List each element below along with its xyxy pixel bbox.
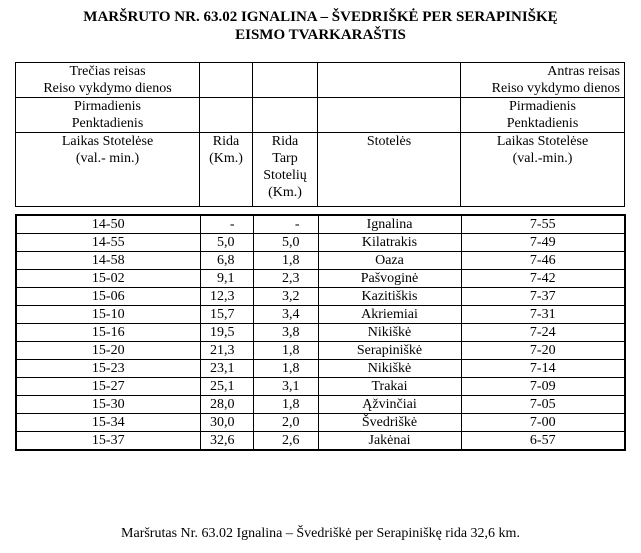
left-days-label: Reiso vykdymo dienos: [43, 81, 172, 96]
left-trip-label: Trečias reisas: [69, 64, 146, 79]
table-row: [16, 378, 625, 396]
cell-time-right: 7-46: [461, 252, 625, 270]
cell-time-right: 7-31: [461, 306, 625, 324]
cell-time-left: 15-30: [16, 396, 200, 414]
right-days-cell: [461, 98, 625, 133]
col-header-rida-line1: Rida: [212, 134, 240, 149]
cell-time-left: 15-37: [16, 432, 200, 451]
cell-time-right: 7-20: [461, 342, 625, 360]
table-row: [16, 396, 625, 414]
cell-rida: 12,3: [200, 288, 253, 306]
table-row: [16, 360, 625, 378]
cell-rida-tarp: 3,2: [253, 288, 318, 306]
cell-stop: Trakai: [318, 378, 461, 396]
table-row: [16, 306, 625, 324]
cell-stop: Nikiškė: [318, 360, 461, 378]
cell-rida: 19,5: [200, 324, 253, 342]
header-row-trips: [16, 63, 625, 98]
cell-rida: 5,0: [200, 234, 253, 252]
cell-rida: 15,7: [200, 306, 253, 324]
empty-cell: [318, 63, 461, 98]
cell-stop: Kilatrakis: [318, 234, 461, 252]
cell-time-left: 15-27: [16, 378, 200, 396]
right-trip-cell: [461, 63, 625, 98]
col-header-time-left-line2: (val.- min.): [75, 151, 140, 166]
cell-time-right: 7-24: [461, 324, 625, 342]
left-trip-cell: [16, 63, 200, 98]
route-summary: Maršrutas Nr. 63.02 Ignalina – Švedriškė per Serapiniškę rida 32,6 km.: [121, 526, 520, 541]
cell-rida: -: [200, 215, 253, 234]
table-row: [16, 432, 625, 451]
table-row: [16, 324, 625, 342]
table-row: [16, 288, 625, 306]
schedule-header-table: [15, 62, 625, 207]
cell-rida: 23,1: [200, 360, 253, 378]
col-header-rida-line2: (Km.): [209, 151, 243, 166]
cell-time-right: 7-00: [461, 414, 625, 432]
table-row: [16, 234, 625, 252]
cell-rida: 6,8: [200, 252, 253, 270]
cell-time-right: 7-42: [461, 270, 625, 288]
cell-stop: Ignalina: [318, 215, 461, 234]
cell-rida-tarp: 2,3: [253, 270, 318, 288]
table-row: [16, 270, 625, 288]
table-row: [16, 215, 625, 234]
cell-time-right: 7-05: [461, 396, 625, 414]
cell-stop: Oaza: [318, 252, 461, 270]
header-row-days: [16, 98, 625, 133]
empty-cell: [253, 98, 318, 133]
cell-time-left: 15-20: [16, 342, 200, 360]
cell-stop: Jakėnai: [318, 432, 461, 451]
cell-time-left: 15-06: [16, 288, 200, 306]
right-days-start: Pirmadienis: [509, 99, 576, 114]
col-header-rida-tarp-line3: Stotelių: [263, 168, 307, 183]
document-subtitle: EISMO TVARKARAŠTIS: [235, 27, 406, 43]
cell-rida-tarp: 1,8: [253, 252, 318, 270]
cell-rida-tarp: 3,4: [253, 306, 318, 324]
cell-rida-tarp: 3,8: [253, 324, 318, 342]
cell-time-right: 7-49: [461, 234, 625, 252]
cell-stop: Serapiniškė: [318, 342, 461, 360]
cell-rida: 30,0: [200, 414, 253, 432]
cell-rida: 25,1: [200, 378, 253, 396]
cell-rida: 9,1: [200, 270, 253, 288]
cell-time-left: 15-34: [16, 414, 200, 432]
cell-time-left: 15-23: [16, 360, 200, 378]
cell-time-left: 15-02: [16, 270, 200, 288]
col-header-rida-tarp-line2: Tarp: [272, 151, 298, 166]
cell-stop: Nikiškė: [318, 324, 461, 342]
cell-time-right: 6-57: [461, 432, 625, 451]
cell-rida: 28,0: [200, 396, 253, 414]
cell-rida: 32,6: [200, 432, 253, 451]
cell-rida-tarp: 1,8: [253, 342, 318, 360]
cell-time-right: 7-37: [461, 288, 625, 306]
left-days-start: Pirmadienis: [74, 99, 141, 114]
right-days-label: Reiso vykdymo dienos: [491, 81, 620, 96]
col-header-time-left: [16, 133, 200, 207]
right-days-end: Penktadienis: [506, 116, 579, 131]
cell-stop: Akriemiai: [318, 306, 461, 324]
cell-rida-tarp: 2,6: [253, 432, 318, 451]
col-header-time-right-line2: (val.-min.): [512, 151, 573, 166]
table-row: [16, 342, 625, 360]
header-row-columns: [16, 133, 625, 207]
cell-stop: Ąžvinčiai: [318, 396, 461, 414]
cell-rida-tarp: 3,1: [253, 378, 318, 396]
empty-cell: [200, 63, 253, 98]
cell-time-left: 15-10: [16, 306, 200, 324]
schedule-body-table: [15, 214, 626, 451]
col-header-rida: [200, 133, 253, 207]
col-header-stops: [318, 133, 461, 207]
cell-rida: 21,3: [200, 342, 253, 360]
col-header-rida-tarp-line1: Rida: [271, 134, 299, 149]
empty-cell: [318, 98, 461, 133]
cell-stop: Pašvoginė: [318, 270, 461, 288]
cell-time-right: 7-09: [461, 378, 625, 396]
cell-time-left: 14-50: [16, 215, 200, 234]
empty-cell: [253, 63, 318, 98]
cell-time-right: 7-14: [461, 360, 625, 378]
empty-cell: [200, 98, 253, 133]
col-header-stops-label: Stotelės: [366, 134, 412, 149]
cell-rida-tarp: -: [253, 215, 318, 234]
cell-time-left: 14-55: [16, 234, 200, 252]
cell-time-left: 14-58: [16, 252, 200, 270]
cell-time-left: 15-16: [16, 324, 200, 342]
left-days-cell: [16, 98, 200, 133]
document-title: MARŠRUTO NR. 63.02 IGNALINA – ŠVEDRIŠKĖ PER SERAPINIŠKĘ: [83, 9, 558, 25]
cell-rida-tarp: 1,8: [253, 396, 318, 414]
table-row: [16, 252, 625, 270]
cell-rida-tarp: 5,0: [253, 234, 318, 252]
cell-time-right: 7-55: [461, 215, 625, 234]
col-header-time-right: [461, 133, 625, 207]
col-header-rida-tarp: [253, 133, 318, 207]
col-header-time-left-line1: Laikas Stotelėse: [61, 134, 154, 149]
left-days-end: Penktadienis: [71, 116, 144, 131]
col-header-rida-tarp-line4: (Km.): [268, 185, 302, 200]
right-trip-label: Antras reisas: [547, 64, 620, 79]
table-row: [16, 414, 625, 432]
cell-rida-tarp: 1,8: [253, 360, 318, 378]
cell-rida-tarp: 2,0: [253, 414, 318, 432]
cell-stop: Kazitiškis: [318, 288, 461, 306]
cell-stop: Švedriškė: [318, 414, 461, 432]
col-header-time-right-line1: Laikas Stotelėse: [496, 134, 589, 149]
